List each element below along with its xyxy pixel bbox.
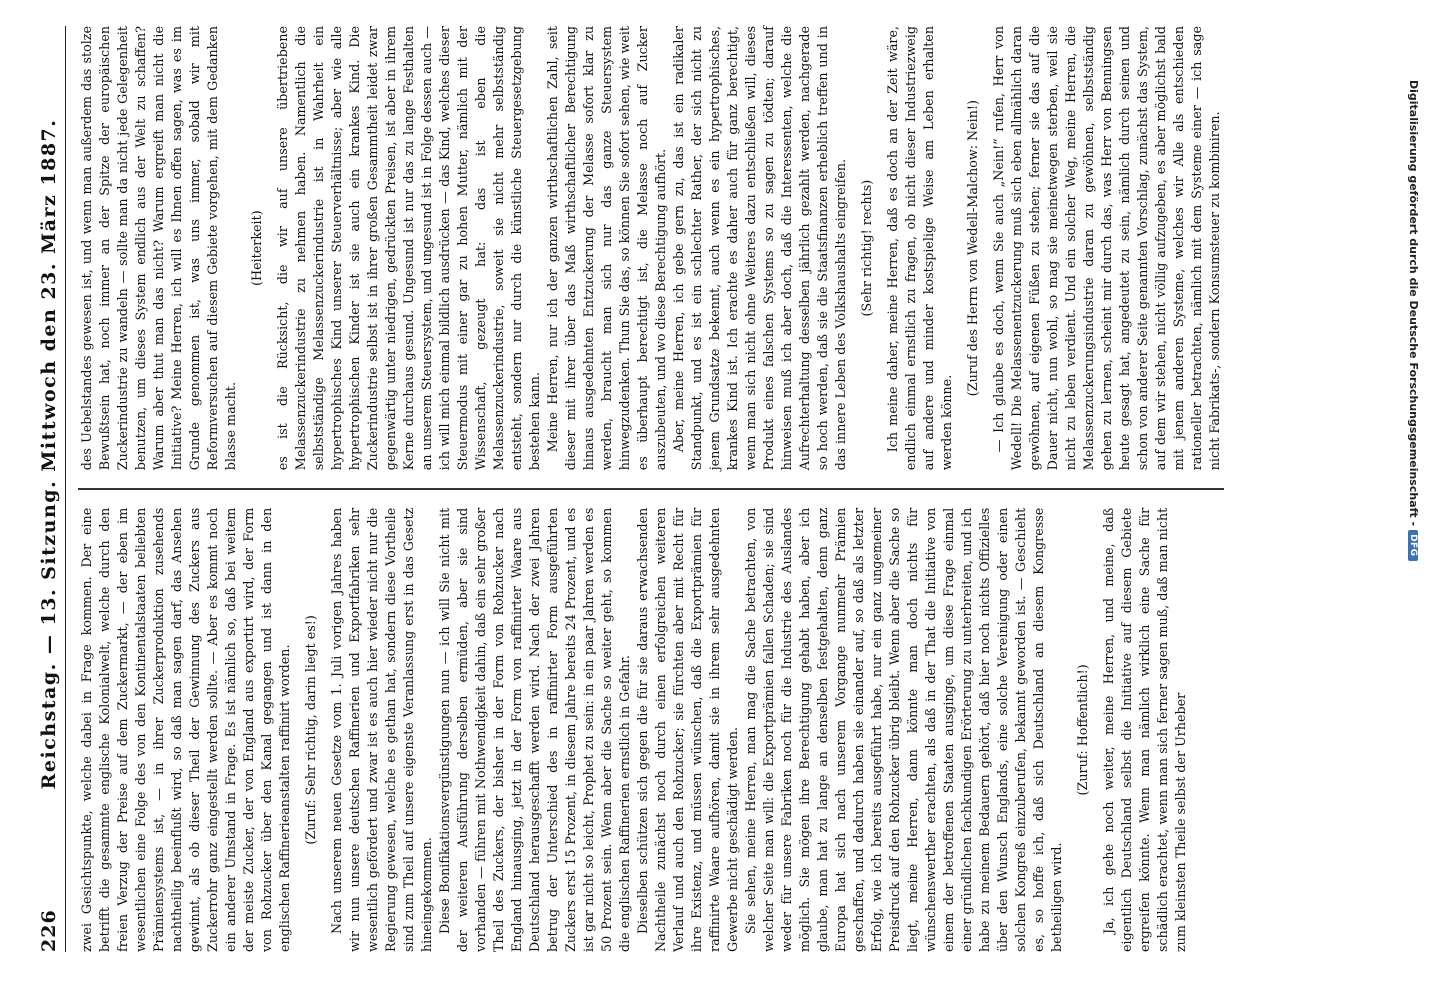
column-divider: [78, 488, 1224, 490]
paragraph: Meine Herren, nur ich der ganzen wirthschaftlichen Zahl, seit dieser mit ihrer über das Maß wirthschaftlicher Berechtigung hinaus ausgedehnten Entzuckerung der Melasse sofort klar zu werden, braucht man sich nur das ganze Steuersystem hinwegzudenken. Thun Sie das, so können Sie sofort sehen, wie weit es überhaupt berechtigt ist, die Melasse noch auf Zucker auszubeuten, und wo diese Berechtigung aufhört.: [545, 26, 668, 471]
credit-text: Digitalisierung gefördert durch die Deutsche Forschungsgemeinschaft -: [1407, 80, 1420, 527]
paragraph: Sie sehen, meine Herren, man mag die Sache betrachten, von welcher Seite man will: die Exportprämien fallen Schaden; sie sind weder für unsere Fabriken noch für die Industrie des Auslandes möglich. Sie mögen ihre Berechtigung gehabt haben, aber ich glaube, man hat zu lange an denselben festgehalten, denn ganz Europa hat sich nach unserem Vorgange nunmehr Prämien geschaffen, und dadurch haben sie einander auf, so daß als letzter Erfolg, wie ich bereits ausgeführt habe, nur ein ganz ungemeiner Preisdruck auf den Rohzucker übrig bleibt. Wenn aber die Sache so liegt, meine Herren, dann könnte man doch nichts für wünschenswerther erachten, als daß in der That die Initiative von einem der betroffenen Staaten ausginge, um diese Frage einmal einer gründlichen fachkundigen Erörterung zu unterbreiten, und ich habe zu meinem Bedauern gehört, daß hier noch nichts Offizielles über den Wunsch Englands, eine solche Vereinigung oder einen solchen Kongreß einzuberufen, bekannt geworden ist. — Geschieht es, so hoffe ich, daß sich Deutschland an diesem Kongresse betheiligen wird.: [743, 507, 1064, 952]
paragraph: des Uebelstandes gewesen ist, und wenn man außerdem das stolze Bewußtsein hat, noch immer an der Spitze der europäischen Zuckerindustrie zu wandeln — sollte man da nicht jede Gelegenheit benutzen, um dieses System endlich aus der Welt zu schaffen? Warum aber thut man das nicht? Warum ergreift man nicht die Initiative? Meine Herren, ich will es Ihnen offen sagen, was es im Grunde genommen ist, was uns immer, sobald wir mit Reformversuchen auf diesem Gebiete vorgehen, mit dem Gedanken blasse macht.: [79, 26, 238, 471]
paragraph: Ja, ich gehe noch weiter, meine Herren, und meine, daß eigentlich Deutschland selbst die Initiative auf diesem Gebiete ergreifen könnte. Wenn man nämlich wirklich eine Sache für schädlich erachtet, wenn man sich ferner sagen muß, daß man nicht zum kleinsten Theile selbst der Urheber: [1101, 507, 1188, 952]
interjection: (Zuruf: Hoffentlich!): [1075, 664, 1090, 796]
paragraph: Diese Bonifikationsvergünstigungen nun — ich will Sie nicht mit der weiteren Ausführung derselben ermüden, aber sie sind vorhanden — führen mit Nothwendigkeit dahin, daß ein sehr großer Theil des Zuckers, der bisher in der Form von Rohzucker nach England hinausging, jetzt in der Form von raffinirter Waare aus Deutschland herausgeschafft werden wird. Nach der zwei Jahren betrug der Unterschied des in raffinirter Form ausgeführten Zuckers erst 15 Prozent, in diesem Jahre bereits 24 Prozent, und es ist gar nicht so leicht, Prophet zu sein: in ein paar Jahren werden es 50 Prozent sein. Wenn aber die Sache so weiter geht, so kommen die englischen Raffinerien ernstlich in Gefahr.: [437, 507, 632, 952]
page-number: 226: [38, 909, 60, 952]
interjection: (Sehr richtig! rechts): [859, 179, 874, 317]
paragraph: Ich meine daher, meine Herren, daß es doch an der Zeit wäre, endlich einmal ernstlich zu fragen, ob nicht dieser Industriezweig auf andere und minder kostspielige Weise am Leben erhalten werden könne.: [885, 26, 954, 471]
digitization-credit: [1407, 80, 1420, 561]
column-right: [78, 26, 1224, 470]
interjection: (Zuruf des Herrn von Wedell-Malchow: Nein!): [965, 100, 980, 397]
dfg-logo: DFG: [1409, 530, 1419, 561]
paragraph: es ist die Rücksicht, die wir auf unsere übertriebene Melassenzuckerindustrie zu nehmen haben. Namentlich die selbstständige Melassenzuckerindustrie ist in Wahrheit ein hypertrophisches Kind unserer Steuerverhältnisse; aber wie alle hypertrophischen Kinder ist sie auch ein krankes Kind. Die Zuckerindustrie selbst ist in ihrer großen Gesammtheit leidet zwar gegenwärtig unter niedrigen, gedrückten Preisen, ist aber in ihrem Kerne durchaus gesund. Ungesund ist nur das zu lange Festhalten an unserem Steuersystem, und ungesund ist in Folge dessen auch — ich will mich einmal bildlich ausdrücken — das Kind, welches dieser Steuermodus mit einer gar zu hohen Mutter, nämlich mit der Wissenschaft, gezeugt hat: das ist eben die Melassenzuckerindustrie, soweit sie nicht mehr selbstständig entsteht, sondern nur durch die künstliche Steuergesetzgebung bestehen kann.: [275, 26, 542, 471]
paragraph: Dieselben schützen sich gegen die für sie daraus erwachsenden Nachtheile zunächst noch durch einen erfolgreichen weiteren Verlauf und auch den Rohzucker; sie fürchten aber mit Recht für ihre Existenz, und müssen wünschen, daß die Exportprämien für raffinirte Waare aufhören, damit sie in ihrem sehr ausgedehnten Gewerbe nicht geschädigt werden.: [635, 507, 740, 952]
text-columns: [78, 26, 1224, 952]
interjection: (Zuruf: Sehr richtig, darin liegt es!): [303, 615, 318, 845]
running-header: [30, 26, 66, 952]
column-left: [78, 508, 1224, 952]
interjection: (Heiterkeit): [249, 210, 264, 286]
paragraph: zwei Gesichtspunkte, welche dabei in Frage kommen. Der eine betrifft die gesammte englische Kolonialwelt, welche durch den freien Verzug der Preise auf dem Zuckermarkt, — der eben im wesentlichen eine Folge des von den Kontinentalstaaten beliebten Prämiensystems ist, — in ihrer Zuckerproduktion zusehends nachtheilig beeinflußt wird, so daß man sagen darf, das Ansehen gewinnt, als ob dieser Theil der Gewinnung des Zuckers aus Zuckerrohr ganz eingestellt werden sollte. — Aber es kommt noch ein anderer Umstand in Frage. Es ist nämlich so, daß bei weitem der meiste Zucker, der von England aus exportirt wird, der Form von Rohzucker über den Kanal gegangen und ist dann in den englischen Raffinerieanstalten raffinirt worden.: [79, 507, 292, 952]
paragraph: Aber, meine Herren, ich gebe gern zu, das ist ein radikaler Standpunkt, und es ist ein schlechter Rather, der sich nicht zu jenem Grundsatze bekennt, auch wenn es ein hypertrophisches, krankes Kind ist. Ich erachte es daher auch für ganz berechtigt, wenn man sich nicht ohne Weiteres dazu entschließen will, dieses Produkt eines falschen Systems so zu sagen zu tödten; darauf hinweisen muß ich aber doch, daß die Interessenten, welche die Aufrechterhaltung desselben jährlich gezahlt werden, nachgerade so hoch werden, daß sie die Staatsfinanzen erheblich treffen und in das innere Leben des Volkshaushalts eingreifen.: [671, 26, 848, 471]
header-title: Reichstag. — 13. Sitzung. Mittwoch den 23. März 1887.: [38, 118, 60, 790]
paragraph: — Ich glaube es doch, wenn Sie auch „Nein!“ rufen, Herr von Wedell! Die Melassenentzuckerung muß sich eben allmählich daran gewöhnen, auf eigenen Füßen zu stehen; ferner sie das auf die Dauer nicht, nun wohl, so mag sie meinetwegen sterben, weil sie nicht zu leben verdient. Und ein solcher Weg, meine Herren, die Melassenzuckerungsindustrie daran zu gewöhnen, selbstständig gehen zu lernen, scheint mir durch das, was Herr von Benningsen heute gesagt hat, angedeutet zu sein, nämlich durch seinen und schon von anderer Seite genannten Vorschlag, zunächst das System, auf dem wir stehen, nicht völlig aufzugeben, es aber möglichst bald mit jenem anderen Systeme, welches wir Alle als entschieden rationeller betrachten, nämlich mit dem Systeme einer — ich sage nicht Fabrikats-, sondern Konsumsteuer zu kombiniren.: [991, 26, 1222, 471]
paragraph: Nach unserem neuen Gesetze vom 1. Juli vorigen Jahres haben wir nun unsere deutschen Raffinerien und Exportfabriken sehr wesentlich gefördert und zwar ist es auch hier wieder nicht nur die Regierung gewesen, welche es gethan hat, sondern diese Vortheile sind zum Theil auf unsere eigenste Veranlassung erst in das Gesetz hineingekommen.: [329, 507, 434, 952]
